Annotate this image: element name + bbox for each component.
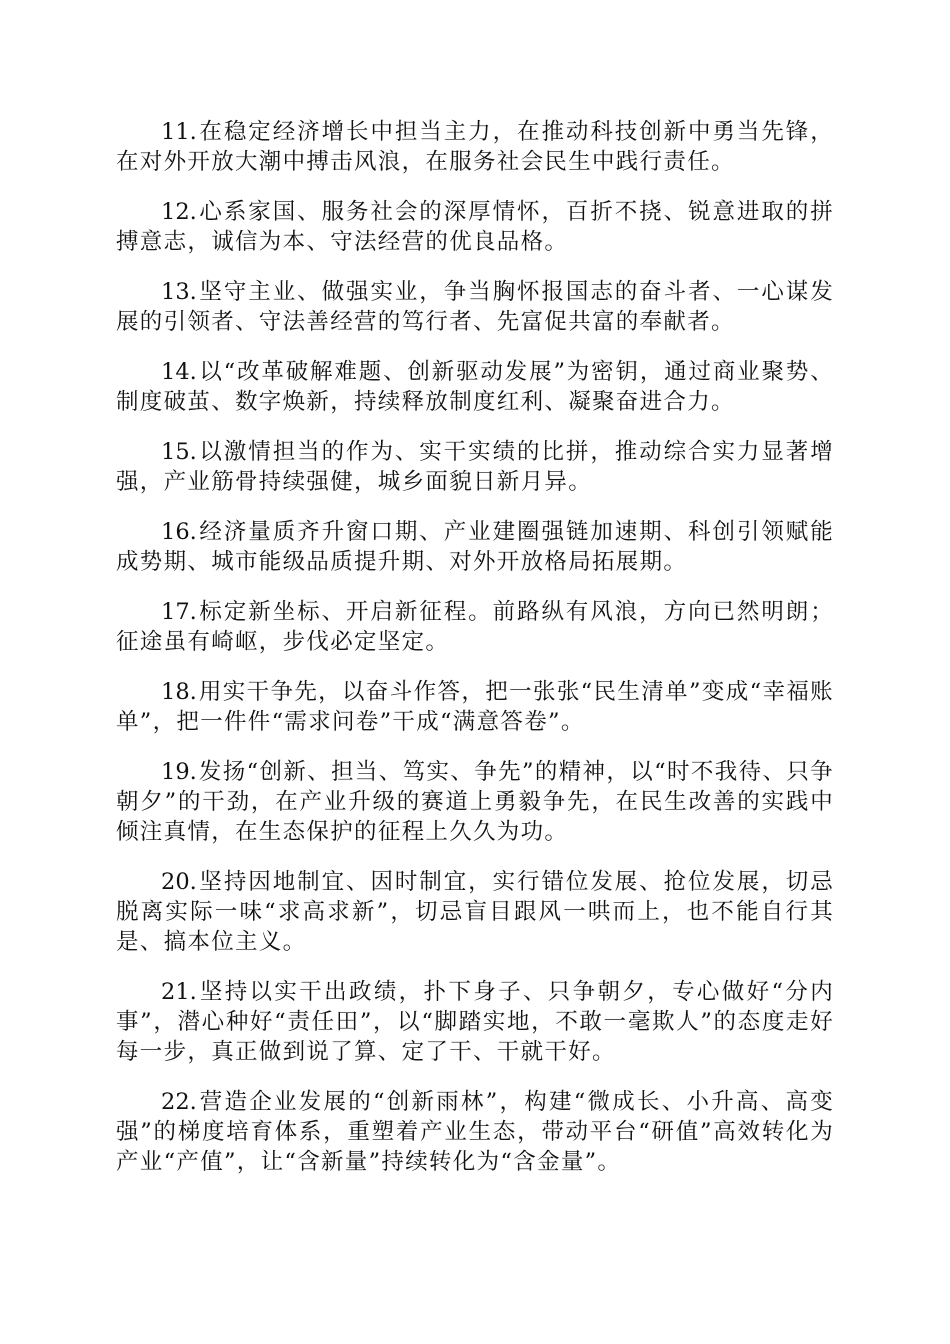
paragraph-number: 19.: [161, 759, 197, 785]
paragraph-12: [116, 197, 834, 257]
paragraph-number: 13.: [161, 279, 197, 305]
paragraph-text: 坚守主业、做强实业，争当胸怀报国志的奋斗者、一心谋发展的引领者、守法善经营的笃行者、先富促共富的奉献者。: [116, 279, 834, 335]
paragraph-18: [116, 677, 834, 737]
paragraph-13: [116, 277, 834, 337]
paragraph-number: 12.: [161, 199, 197, 225]
paragraph-number: 14.: [161, 359, 197, 385]
paragraph-text: 坚持因地制宜、因时制宜，实行错位发展、抢位发展，切忌脱离实际一味“求高求新”，切忌盲目跟风一哄而上，也不能自行其是、搞本位主义。: [116, 869, 834, 955]
paragraph-19: [116, 757, 834, 847]
paragraph-number: 15.: [161, 439, 197, 465]
paragraph-text: 发扬“创新、担当、笃实、争先”的精神，以“时不我待、只争朝夕”的干劲，在产业升级的赛道上勇毅争先，在民生改善的实践中倾注真情，在生态保护的征程上久久为功。: [116, 759, 834, 845]
paragraph-11: [116, 117, 834, 177]
paragraph-20: [116, 867, 834, 957]
paragraph-number: 18.: [161, 679, 197, 705]
paragraph-number: 11.: [161, 119, 197, 145]
paragraph-21: [116, 977, 834, 1067]
paragraph-14: [116, 357, 834, 417]
paragraph-17: [116, 597, 834, 657]
paragraph-text: 用实干争先，以奋斗作答，把一张张“民生清单”变成“幸福账单”，把一件件“需求问卷”干成“满意答卷”。: [116, 679, 834, 735]
paragraph-15: [116, 437, 834, 497]
paragraph-number: 16.: [161, 519, 197, 545]
paragraph-text: 在稳定经济增长中担当主力，在推动科技创新中勇当先锋，在对外开放大潮中搏击风浪，在服务社会民生中践行责任。: [116, 119, 834, 175]
paragraph-22: [116, 1087, 834, 1177]
document-body: [116, 117, 834, 1197]
paragraph-16: [116, 517, 834, 577]
paragraph-text: 心系家国、服务社会的深厚情怀，百折不挠、锐意进取的拼搏意志，诚信为本、守法经营的优良品格。: [116, 199, 834, 255]
paragraph-text: 以“改革破解难题、创新驱动发展”为密钥，通过商业聚势、制度破茧、数字焕新，持续释放制度红利、凝聚奋进合力。: [116, 359, 834, 415]
paragraph-text: 以激情担当的作为、实干实绩的比拼，推动综合实力显著增强，产业筋骨持续强健，城乡面貌日新月异。: [116, 439, 834, 495]
paragraph-text: 营造企业发展的“创新雨林”，构建“微成长、小升高、高变强”的梯度培育体系，重塑着产业生态，带动平台“研值”高效转化为产业“产值”，让“含新量”持续转化为“含金量”。: [116, 1089, 834, 1175]
paragraph-number: 20.: [161, 869, 197, 895]
paragraph-number: 21.: [161, 979, 197, 1005]
paragraph-text: 坚持以实干出政绩，扑下身子、只争朝夕，专心做好“分内事”，潜心种好“责任田”，以“脚踏实地，不敢一毫欺人”的态度走好每一步，真正做到说了算、定了干、干就干好。: [116, 979, 834, 1065]
paragraph-text: 经济量质齐升窗口期、产业建圈强链加速期、科创引领赋能成势期、城市能级品质提升期、对外开放格局拓展期。: [116, 519, 834, 575]
paragraph-number: 22.: [161, 1089, 197, 1115]
paragraph-number: 17.: [161, 599, 197, 625]
paragraph-text: 标定新坐标、开启新征程。前路纵有风浪，方向已然明朗；征途虽有崎岖，步伐必定坚定。: [116, 599, 834, 655]
